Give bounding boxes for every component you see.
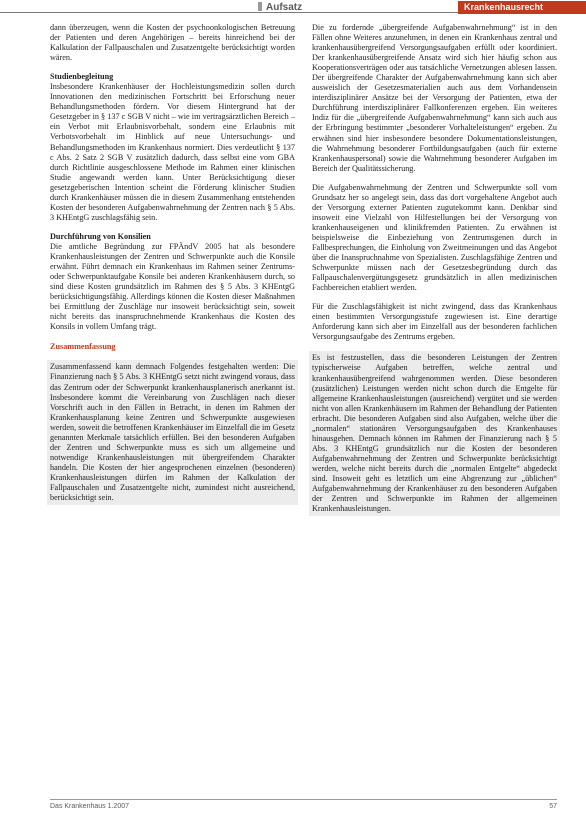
paragraph: Die zu fordernde „übergreifende Aufgabenwahrnehmung“ ist in den Fällen ohne Weiteres anzunehmen, in denen ein Krankenhaus zentral und krankenhausübergreifend Versorgungsaufgaben erfüllt oder koordiniert. Der krankenhausübergreifende Ansatz wird sich hier häufig schon aus Kooperationsverträgen oder aus tatsächliche Vernetzungen ablesen lassen. Der übergreifende Charakter der Aufgabenwahrnehmung kann sich aber ausweislich der Gesetzesmaterialien auch aus dem Vorhandensein interdisziplinärer Ansätze bei der Versorgung der Patienten, etwa der Durchführung interdisziplinärer Fallkonferenzen ergeben. Ein weiteres Indiz für die „übergreifende Aufgabenwahrnehmung“ kann sich auch aus der Erbringung bestimmter „besonderer Vorhalteleistungen“ ergeben. Zu erwähnen sind hier insbesondere besondere Dokumentationsleistungen, die Wahrnehmung besonderer Fortbildungsaufgaben (auch für externe Krankenhauspersonal) sowie die Wahrnehmung besonderer Aufgaben im Bereich der Qualitätssicherung. (312, 23, 557, 173)
section-heading-studienbegleitung: Studienbegleitung (50, 72, 114, 82)
summary-box-left: Zusammenfassend kann demnach Folgendes festgehalten werden: Die Finanzierung nach § 5 Abs. 3 KHEntgG setzt nicht zwingend voraus, dass das Zentrum oder der Schwerpunkt krankenhausplanerisch anerkannt ist. Insbesondere kommt die Vereinbarung von Zuschlägen nach dieser Vorschrift auch in den Fällen in Betracht, in denen im Rahmen der Krankenhausplanung keine Zentren und Schwerpunkte ausgewiesen werden, soweit die betroffenen Krankenhäuser im Einzelfall die im Gesetz genannten Merkmale tatsächlich erfüllen. Bei den besonderen Aufgaben der Zentren und Schwerpunkte muss es sich um allgemeine und notwendige Krankenhausleistungen mit übergreifendem Charakter handeln. Die Kosten der hier angesprochenen einzelnen (besonderen) Krankenhausleistungen dürfen im Rahmen der Kalkulation der Fallpauschalen und Zusatzentgelte nicht, zumindest nicht ausreichend, berücksichtigt sein. (47, 360, 298, 505)
paragraph: Für die Zuschlagsfähigkeit ist nicht zwingend, dass das Krankenhaus einen bestimmten Versorgungsstufe zugewiesen ist. Eine derartige Anforderung kann sich aber im Einzelfall aus der besonderen fachlichen Versorgungsaufgabe des Zentrums ergeben. (312, 302, 557, 342)
section-heading-zusammenfassung: Zusammenfassung (50, 342, 116, 352)
section-heading-konsilien: Durchführung von Konsilien (50, 231, 151, 241)
paragraph: dann überzeugen, wenn die Kosten der psychoonkologischen Betreuung der Patienten und deren Angehörigen – bereits hinreichend bei der Kalkulation der Fallpauschalen und Zusatzentgelte berücksichtigt worden wären. (50, 23, 295, 63)
paragraph: Die Aufgabenwahrnehmung der Zentren und Schwerpunkte soll vom Grundsatz her so angelegt sein, dass das dort vorgehaltene Angebot auch der Versorgung externer Patienten zugutekommt kann. Denkbar sind insoweit eine Vielzahl von Hilfestellungen bei der Versorgung von krankenhauseigenen und klinikfremden Patienten. Zu erwähnen ist beispielsweise die Einbeziehung von Zentrumsgenen durch in Fallbesprechungen, die Einholung von Zweitmeinungen und das Angebot über die Inanspruchnahme von Spezialisten. Zuschlagsfähige Zentren und Schwerpunkte müssen nach der Gesetzesbegründung durch das Fallpauschalenvergütungsgesetz grundsätzlich in allen medizinischen Fachbereichen etabliert werden. (312, 182, 557, 293)
summary-box-right: Es ist festzustellen, dass die besonderen Leistungen der Zentren typischerweise Aufgaben betreffen, welche zentral und krankenhausübergreifend wahrgenommen werden. Diese besonderen (zusätzlichen) Leistungen werden nicht schon durch die Entgelte für allgemeine Krankenhausleistungen (ausreichend) vergütet und sie werden nicht von allen Krankenhäusern im Rahmen der Behandlung der Patienten erbracht. Die besonderen Aufgaben sind also Aufgaben, welche über die „normalen“ stationären Versorgungsaufgaben des Krankenhauses hinausgehen. Demnach können im Rahmen der Finanzierung nach § 5 Abs. 3 KHEntgG grundsätzlich nur die Kosten der besonderen Aufgabenwahrnehmung der Zentren und Schwerpunkte berücksichtigt werden, welche nicht bereits durch die „normalen Entgelte“ abgedeckt sind. Insoweit geht es letztlich um eine Abgrenzung zur „üblichen“ Aufgabenwahrnehmung der Krankenhäuser zu den besonderen Aufgaben der Zentren und Schwerpunkte im Rahmen der allgemeinen Krankenhausleistungen. (309, 351, 560, 516)
footer-rule (50, 799, 557, 800)
journal-citation: Das Krankenhaus 1.2007 (50, 803, 129, 810)
category-badge: Krankenhausrecht (458, 1, 586, 14)
right-column (312, 23, 557, 516)
paragraph: Insbesondere Krankenhäuser der Hochleistungsmedizin sollen durch Innovationen den medizinischen Fortschritt bei Erforschung neuer Behandlungsmethoden fördern. Vor diesem Hintergrund hat der Gesetzgeber in § 137 c SGB V nicht – wie im vertragsärztlichen Bereich – ein Verbot mit Erlaubnisvorbehalt, sondern eine Erlaubnis mit Verbotsvorbehalt im Hinblick auf neue Untersuchungs- und Behandlungsmethoden im Krankenhaus normiert. Dies verdeutlicht § 137 c Abs. 2 Satz 2 SGB V zusätzlich dadurch, dass selbst eine vom GBA durch Richtlinie ausgeschlossene Methode im Rahmen einer klinischen Studie angewandt werden kann. Unter Berücksichtigung dieser gesetzgeberischen Intention scheint die Förderung klinischer Studien durch Krankenhäuser müssen die in diesem Zusammenhang entstehenden Kosten der besonderen Aufgabenwahrnehmung der Zentren nach § 5 Abs. 3 KHEntgG zuschlagsfähig sein. (50, 82, 295, 222)
section-label: Aufsatz (258, 2, 302, 13)
paragraph: Die amtliche Begründung zur FPÄndV 2005 hat als besondere Krankenhausleistungen der Zentren und Schwerpunkte auch die Konsile erwähnt. Führt demnach ein Krankenhaus im Rahmen seiner Zentrums- oder Schwerpunktaufgabe Konsile bei anderen Krankenhäusern durch, so sind diese Kosten grundsätzlich im Rahmen des § 5 Abs. 3 KHEntgG berücksichtigungsfähig. Allerdings können die Kosten dieser Maßnahmen bei Ermittlung der Zuschläge nur insoweit berücksichtigt sein, soweit nicht bereits das inanspruchnehmende Krankenhaus die Kosten des Konsils in vollem Umfang trägt. (50, 241, 295, 332)
left-column (50, 23, 295, 505)
page-number: 57 (549, 803, 557, 810)
